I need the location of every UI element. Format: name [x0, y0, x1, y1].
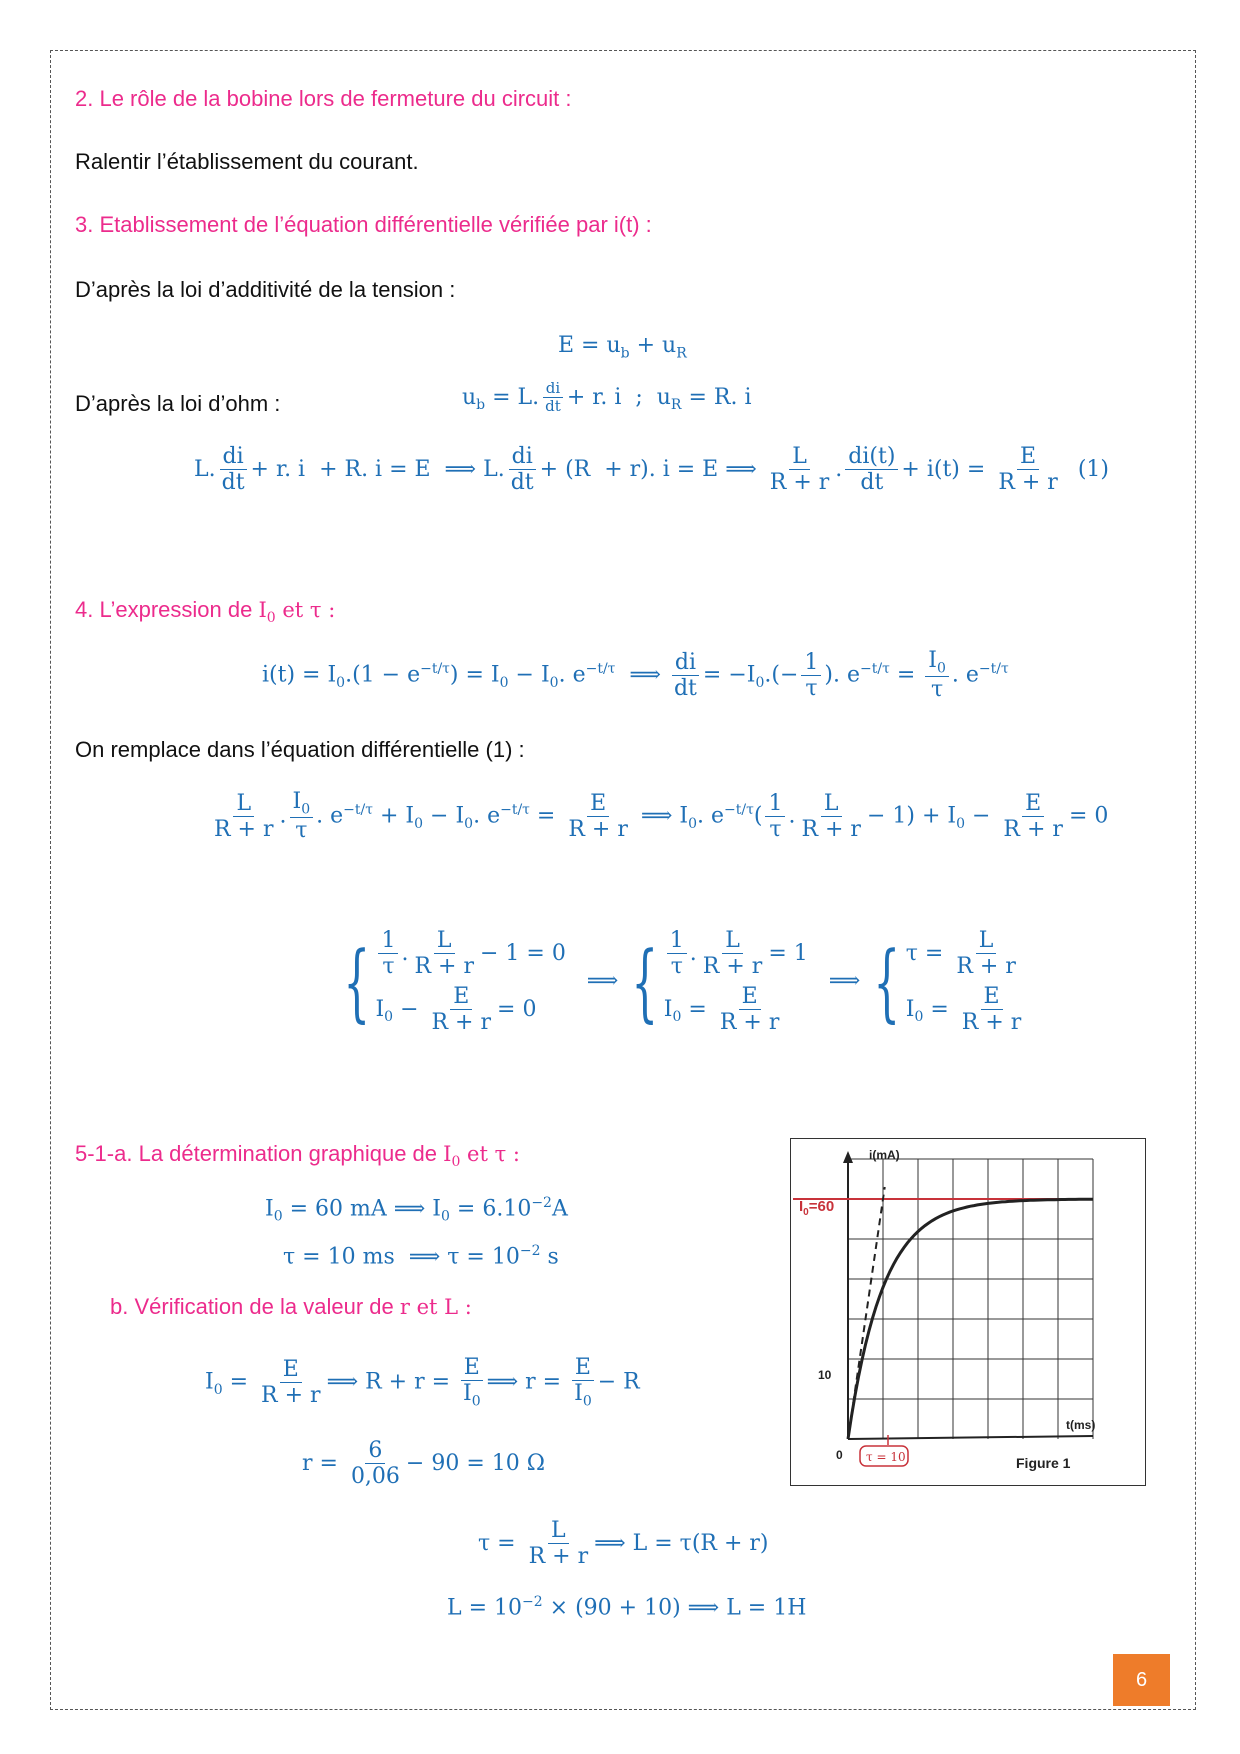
- additivity-text: D’après la loi d’additivité de la tension :: [75, 277, 456, 302]
- i0-annotation-value: =60: [808, 1198, 835, 1215]
- origin-label: 0: [836, 1448, 843, 1462]
- heading-section-5-1-a-math: $I_0$ et τ :: [443, 1142, 520, 1171]
- equation-ohm: $u_b = L$. $\frac{di}{dt}$ + r. i ; $u_R = R$. i: [462, 379, 752, 416]
- role-answer: Ralentir l’établissement du courant.: [75, 149, 419, 174]
- i0-annotation-symbol: I: [799, 1198, 804, 1215]
- equation-r-derivation: $I_0$ = $\frac{E}{R + r}$ ⟹ R + r = $\frac{E}{I_0}$ ⟹ r = $\frac{E}{I_0}$ − R: [205, 1355, 640, 1410]
- heading-section-4: [75, 597, 335, 626]
- equation-differential: L. $\frac{di}{dt}$ + r. i + R. i = E ⟹ L. $\frac{di}{dt}$ + (R + r). i = E ⟹ $\frac{L}{R + r}$ . $\frac{di(t)}{dt}$ + i(t) = $\frac{E}{R + r}$ (1): [194, 444, 1109, 496]
- figure-1: [790, 1138, 1146, 1486]
- tau-annotation: τ = 10: [866, 1450, 906, 1464]
- x-axis-label: t(ms): [1066, 1418, 1096, 1432]
- i0-annotation-subscript: 0: [803, 1207, 809, 1218]
- heading-section-5-1-a-text: 5-1-a. La détermination graphique de: [75, 1141, 438, 1166]
- replace-text: On remplace dans l’équation différentielle (1) :: [75, 737, 525, 762]
- system-2: { $\frac{1}{\tau}$ . $\frac{L}{R + r}$ = 1 $I_0$ = $\frac{E}{R + r}$: [631, 928, 808, 1035]
- heading-section-5-1-a: [75, 1141, 520, 1170]
- x-axis: [848, 1436, 1093, 1439]
- y-axis-label: i(mA): [869, 1148, 900, 1162]
- heading-section-4-text: 4. L’expression de: [75, 597, 253, 622]
- equation-substitution: $\frac{L}{R + r}$ . $\frac{I_0}{\tau}$ . $e^{-t/\tau} + I_0 - I_0$. $e^{-t/\tau}$ = $\frac{E}{R + r}$ ⟹ $I_0$. $e^{-t/\tau}$( $\frac{1}{\tau}$ . $\frac{L}{R + r}$ − $1) + I_0$ − $\frac{E}{R + r}$ = 0: [214, 789, 1109, 844]
- system-3: { τ = $\frac{L}{R + r}$ $I_0$ = $\frac{E}{R + r}$: [873, 928, 1022, 1035]
- equation-derivative: $i(t) = I_0.(1 - e^{-t/\tau}) = I_0 - I_0$. $e^{-t/\tau}$ ⟹ $\frac{di}{dt}$ = $-I_0.(-$ $\frac{1}{\tau}$ ). $e^{-t/\tau}$ = $\frac{I_0}{\tau}$ . $e^{-t/\tau}$: [262, 648, 1009, 703]
- page-number: 6: [1113, 1654, 1170, 1706]
- equation-system: { $\frac{1}{\tau}$ . $\frac{L}{R + r}$ − 1 = 0 $I_0$ − $\frac{E}{R + r}$ = 0 ⟹ { $\frac{1}{\tau}$ . $\frac{L}{R + r}$ = 1 $I_0$ = $\frac{E}{R + r}$ ⟹ { τ = $\frac{L}{R + r}$ $I_0$ = $\frac{E}{R + r}$: [330, 928, 1027, 1035]
- equation-additivity: $E = u_b + u_R$: [558, 333, 687, 362]
- heading-section-b: [110, 1294, 472, 1320]
- y-axis-arrow-icon: [843, 1151, 853, 1163]
- equation-L-value: $L = 10^{-2} \times (90 + 10)$ ⟹ L = 1H: [447, 1594, 807, 1621]
- figure-1-chart: [791, 1139, 1145, 1485]
- y-tick-label: 10: [818, 1368, 832, 1382]
- i0-annotation: [799, 1198, 834, 1218]
- heading-section-2: 2. Le rôle de la bobine lors de fermeture du circuit :: [75, 86, 572, 111]
- heading-section-4-math: $I_0$ et τ :: [258, 598, 336, 627]
- equation-tau-value: τ = 10 ms ⟹ $\tau = 10^{-2}$ s: [283, 1243, 559, 1270]
- equation-i0-value: $I_0 = 60$ mA ⟹ $I_0 = 6.10^{-2}A$: [265, 1195, 568, 1225]
- system-1: { $\frac{1}{\tau}$ . $\frac{L}{R + r}$ − 1 = 0 $I_0$ − $\frac{E}{R + r}$ = 0: [343, 928, 566, 1035]
- heading-section-b-text: b. Vérification de la valeur de: [110, 1294, 394, 1319]
- heading-section-b-math: r et L :: [399, 1295, 472, 1319]
- equation-L-derivation: τ = $\frac{L}{R + r}$ ⟹ L = τ(R + r): [478, 1518, 769, 1570]
- figure-caption: Figure 1: [1016, 1455, 1071, 1471]
- ohm-text: D’après la loi d’ohm :: [75, 391, 281, 416]
- equation-r-value: r = $\frac{6}{0,06}$ − 90 = 10 Ω: [302, 1438, 545, 1490]
- heading-section-3: 3. Etablissement de l’équation différentielle vérifiée par i(t) :: [75, 212, 652, 237]
